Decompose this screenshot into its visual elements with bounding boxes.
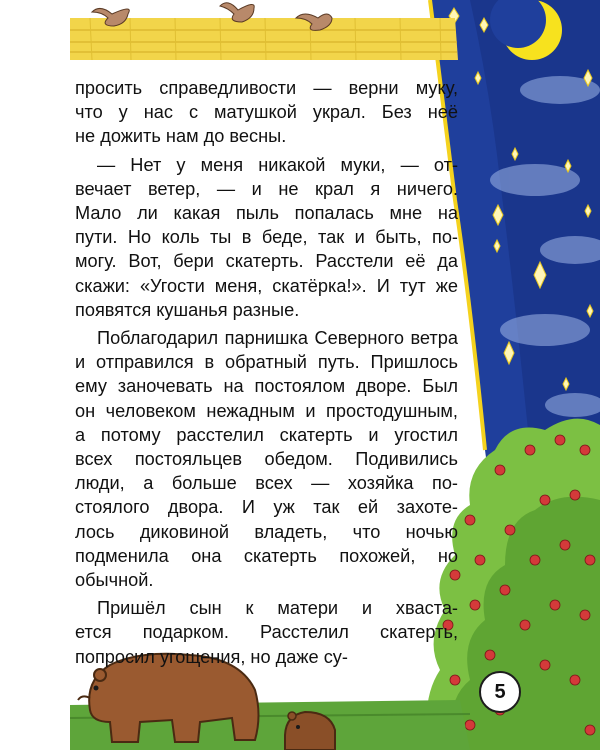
text-line: Пришёл сын к матери и хваста- <box>97 598 458 619</box>
paragraph <box>75 596 458 669</box>
text-line: ему заночевать на постоялом дворе. Был <box>75 376 458 397</box>
text-line: подменила она скатерть похожей, но <box>75 545 458 566</box>
paragraph <box>75 153 458 322</box>
text-line: Поблагодарил парнишка Северного ветра <box>97 328 458 349</box>
text-line: стоялого двора. И уж так ей захоте- <box>75 497 458 518</box>
text-line: вечает ветер, — и не крал я ничего. <box>75 178 458 199</box>
text-line: — Нет у меня никакой муки, — от- <box>97 154 458 175</box>
text-line: появятся кушанья разные. <box>75 299 300 320</box>
text-line: не дожить нам до весны. <box>75 126 287 147</box>
text-line: всех постояльцев обедом. Подивились <box>75 449 458 470</box>
bear-cub <box>285 712 335 750</box>
paragraph <box>75 76 458 149</box>
text-line: пути. Но коль ты в беде, так и быть, по- <box>75 227 458 248</box>
text-line: люди, а больше всех — хозяйка по- <box>75 473 458 494</box>
text-line: что у нас с матушкой украл. Без неё <box>75 102 458 123</box>
text-line: Мало ли какая пыль попалась мне на <box>75 203 458 224</box>
text-line: он человеком нежадным и простодушным, <box>75 400 458 421</box>
text-line: обычной. <box>75 570 154 591</box>
wheat-field <box>70 18 458 60</box>
text-line: и отправился в обратный путь. Пришлось <box>75 352 458 373</box>
text-line: могу. Вот, бери скатерть. Расстели её да <box>75 251 458 272</box>
text-line: просить справедливости — верни муку, <box>75 78 458 98</box>
text-line: а потому расстелил скатерть и угостил <box>75 424 458 445</box>
text-line: попросил угощения, но даже су- <box>75 646 348 667</box>
text-line: лось диковиной владеть, что ночью <box>75 521 458 542</box>
story-text <box>75 76 458 673</box>
paragraph <box>75 326 458 592</box>
text-line: скажи: «Угости меня, скатёрка!». И тут же <box>75 275 458 296</box>
text-line: ется подарком. Расстелил скатерть, <box>75 622 458 643</box>
page-number: 5 <box>479 671 521 713</box>
